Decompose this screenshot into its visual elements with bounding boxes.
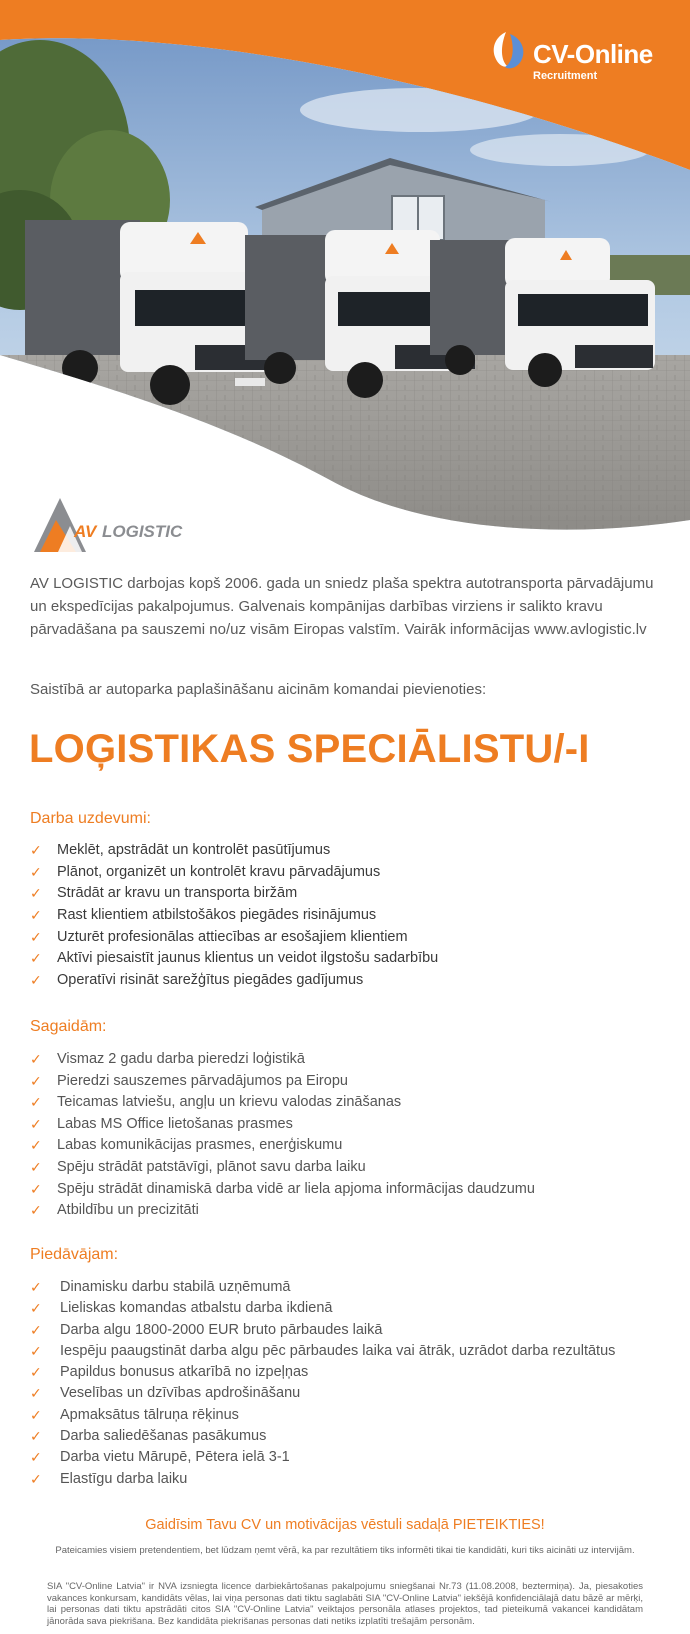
checkmark-icon: ✓ xyxy=(30,928,42,945)
section-heading-tasks: Darba uzdevumi: xyxy=(30,810,151,827)
list-item: ✓ Iespēju paaugstināt darba algu pēc pārbaudes laika vai ātrāk, uzrādot darba rezultātus xyxy=(30,1342,616,1359)
checkmark-icon: ✓ xyxy=(30,1051,42,1067)
list-item: ✓ Dinamisku darbu stabilā uzņēmumā xyxy=(30,1279,291,1295)
brand-name: CV-Online xyxy=(533,39,653,69)
company-description: AV LOGISTIC darbojas kopš 2006. gada un sniedz plaša spektra autotransporta pārvadājumu un ekspedīcijas pakalpojumus. Galvenais kompānijas darbības virziens ir salikto kravu pārvadāšana pa sauszemi no/uz visām Eiropas valstīm. Vairāk informācijas www.avlogistic.lv xyxy=(30,575,654,638)
list-item: ✓ Vismaz 2 gadu darba pieredzi loģistikā xyxy=(30,1051,305,1067)
checkmark-icon: ✓ xyxy=(30,1406,42,1423)
checkmark-icon: ✓ xyxy=(30,842,42,858)
requirements-list xyxy=(30,1051,670,1224)
list-item: ✓ Lieliskas komandas atbalstu darba ikdienā xyxy=(30,1300,333,1317)
tasks-list xyxy=(30,842,670,994)
checkmark-icon: ✓ xyxy=(30,1342,42,1359)
checkmark-icon: ✓ xyxy=(30,1428,42,1445)
list-item: ✓ Apmaksātus tālruņa rēķinus xyxy=(30,1406,239,1423)
checkmark-icon: ✓ xyxy=(30,1321,42,1338)
list-item: ✓ Labas komunikācijas prasmes, enerģiskumu xyxy=(30,1137,343,1154)
invitation-text: Saistībā ar autoparka paplašināšanu aicinām komandai pievienoties: xyxy=(30,681,487,698)
checkmark-icon: ✓ xyxy=(30,1470,42,1487)
checkmark-icon: ✓ xyxy=(30,1300,42,1317)
section-heading-offer: Piedāvājam: xyxy=(30,1246,119,1263)
checkmark-icon: ✓ xyxy=(30,1158,42,1175)
svg-text:LOGISTIC: LOGISTIC xyxy=(102,522,183,541)
checkmark-icon: ✓ xyxy=(30,1364,42,1381)
svg-text:AV: AV xyxy=(74,522,97,541)
checkmark-icon: ✓ xyxy=(30,972,42,989)
candidate-notice: Pateicamies visiem pretendentiem, bet lūdzam ņemt vērā, ka par rezultātiem tiks informēti tikai tie kandidāti, kuri tiks aicināti uz intervijām. xyxy=(55,1545,635,1556)
av-logistic-logo xyxy=(30,496,190,554)
list-item: ✓ Teicamas latviešu, angļu un krievu valodas zināšanas xyxy=(30,1094,402,1111)
checkmark-icon: ✓ xyxy=(30,1180,42,1197)
list-item: ✓ Veselības un dzīvības apdrošināšanu xyxy=(30,1385,301,1402)
list-item: ✓ Plānot, organizēt un kontrolēt kravu pārvadājumus xyxy=(30,863,381,880)
cv-online-logo-icon xyxy=(487,30,529,72)
checkmark-icon: ✓ xyxy=(30,1115,42,1132)
list-item: ✓ Aktīvi piesaistīt jaunus klientus un veidot ilgstošu sadarbību xyxy=(30,950,439,967)
checkmark-icon: ✓ xyxy=(30,907,42,924)
list-item: ✓ Strādāt ar kravu un transporta biržām xyxy=(30,885,298,902)
list-item: ✓ Uzturēt profesionālas attiecības ar esošajiem klientiem xyxy=(30,928,408,945)
list-item: ✓ Labas MS Office lietošanas prasmes xyxy=(30,1115,293,1132)
list-item: ✓ Spēju strādāt dinamiskā darba vidē ar liela apjoma informācijas daudzumu xyxy=(30,1180,535,1197)
list-item: ✓ Darba vietu Mārupē, Pētera ielā 3-1 xyxy=(30,1449,290,1466)
list-item: ✓ Operatīvi risināt sarežģītus piegādes gadījumus xyxy=(30,972,364,989)
list-item: ✓ Atbildību un precizitāti xyxy=(30,1202,199,1219)
brand-subtitle: Recruitment xyxy=(533,70,598,82)
list-item: ✓ Rast klientiem atbilstošākos piegādes risinājumus xyxy=(30,907,377,924)
checkmark-icon: ✓ xyxy=(30,1094,42,1111)
job-title: LOĢISTIKAS SPECIĀLISTU/-I xyxy=(29,727,590,771)
list-item: ✓ Pieredzi sauszemes pārvadājumos pa Eiropu xyxy=(30,1072,348,1089)
list-item: ✓ Meklēt, apstrādāt un kontrolēt pasūtījumus xyxy=(30,842,331,858)
checkmark-icon: ✓ xyxy=(30,1202,42,1219)
legal-disclaimer: SIA "CV-Online Latvia" ir NVA izsniegta licence darbiekārtošanas pakalpojumu sniegšanai Nr.73 (11.08.2008, beztermiņa). Ja, piesakoties vakances konkursam, kandidāts vēlas, lai viņa personas dati tiktu saglabāti SIA "CV-Online Latvia" iekšējā konfidenciālajā datu bāzē ar mērķi, lai personas dati tiktu apstrādāti citos SIA "CV-Online Latvia" veiktajos personāla atlases projektos, tad pieteikumā vakancei kandidātam jānorāda sava piekrišana. Bez kandidāta piekrišanas personas dati netiks izplatīti trešajām personām. xyxy=(47,1581,643,1627)
checkmark-icon: ✓ xyxy=(30,1385,42,1402)
checkmark-icon: ✓ xyxy=(30,1072,42,1089)
section-heading-requirements: Sagaidām: xyxy=(30,1018,107,1035)
checkmark-icon: ✓ xyxy=(30,885,42,902)
list-item: ✓ Darba saliedēšanas pasākumus xyxy=(30,1428,267,1445)
checkmark-icon: ✓ xyxy=(30,1137,42,1154)
list-item: ✓ Darba algu 1800-2000 EUR bruto pārbaudes laikā xyxy=(30,1321,383,1338)
list-item: ✓ Spēju strādāt patstāvīgi, plānot savu darba laiku xyxy=(30,1158,366,1175)
checkmark-icon: ✓ xyxy=(30,863,42,880)
list-item: ✓ Elastīgu darba laiku xyxy=(30,1470,188,1487)
checkmark-icon: ✓ xyxy=(30,950,42,967)
offer-list xyxy=(30,1279,670,1492)
checkmark-icon: ✓ xyxy=(30,1449,42,1466)
cv-online-logo[interactable] xyxy=(487,28,667,88)
list-item: ✓ Papildus bonusus atkarībā no izpeļņas xyxy=(30,1364,309,1381)
checkmark-icon: ✓ xyxy=(30,1279,42,1295)
apply-call-to-action: Gaidīsim Tavu CV un motivācijas vēstuli sadaļā PIETEIKTIES! xyxy=(145,1517,545,1533)
